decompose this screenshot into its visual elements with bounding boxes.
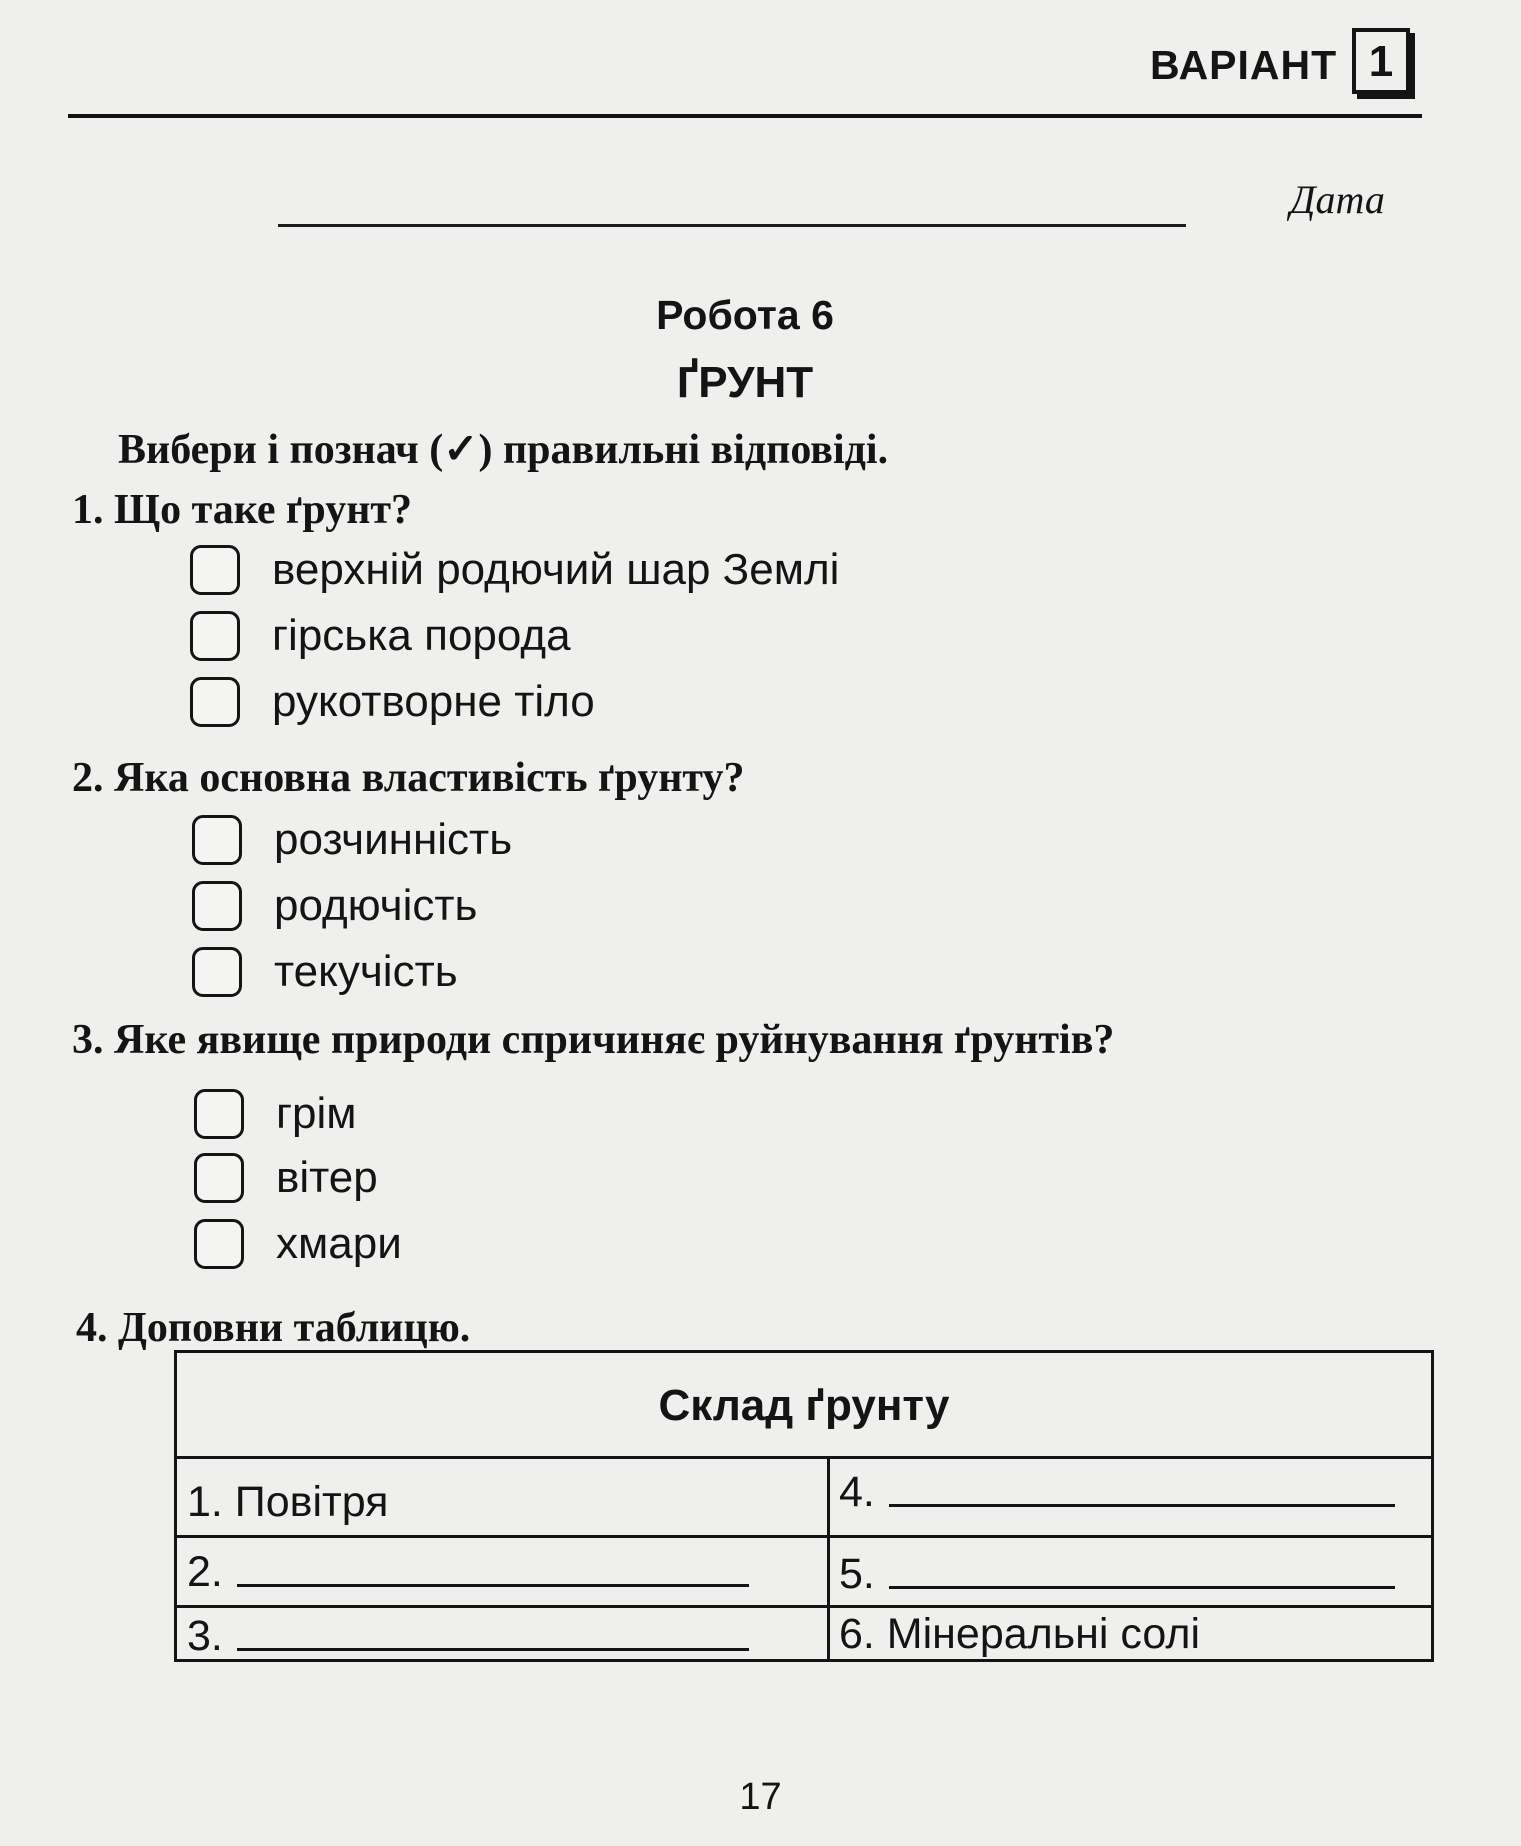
cell-text: 6. Мінеральні солі [839,1610,1201,1658]
q3-option-1[interactable] [194,1086,357,1142]
q1-option-3[interactable] [190,674,595,730]
option-label: верхній родючий шар Землі [272,545,840,594]
question-2: 2. Яка основна властивість ґрунту? [72,755,745,801]
checkbox[interactable] [194,1089,244,1139]
page-number: 17 [739,1776,782,1818]
q3-option-2[interactable] [194,1150,378,1206]
row-divider [177,1535,1431,1538]
table-cell-6 [839,1610,1201,1659]
date-label: Дата [1290,177,1385,222]
soil-composition-table [174,1350,1434,1662]
table-cell-1 [187,1471,388,1527]
checkbox[interactable] [192,947,242,997]
header-divider [68,114,1422,118]
cell-text: 2. [187,1548,223,1596]
question-4: 4. Доповни таблицю. [76,1305,471,1351]
checkbox[interactable] [194,1153,244,1203]
q2-option-3[interactable] [192,944,458,1000]
cell-text: 5. [839,1550,875,1598]
option-label: гірська порода [272,611,571,660]
work-title: Робота 6 [656,292,834,338]
cell-text: 4. [839,1468,875,1516]
date-input-line[interactable] [278,224,1186,227]
table-cell-2[interactable] [187,1545,749,1597]
option-label: хмари [276,1219,402,1268]
answer-line[interactable] [889,1504,1395,1507]
q1-option-2[interactable] [190,608,571,664]
checkbox[interactable] [190,611,240,661]
cell-text: 3. [187,1612,223,1660]
option-label: родючість [274,881,478,930]
q2-option-1[interactable] [192,812,512,868]
checkbox[interactable] [194,1219,244,1269]
question-1: 1. Що таке ґрунт? [72,487,413,533]
table-cell-5[interactable] [839,1545,1395,1599]
option-label: розчинність [274,815,513,864]
answer-line[interactable] [237,1584,749,1587]
question-3: 3. Яке явище природи спричиняє руйнування ґрунтів? [72,1017,1115,1063]
option-label: грім [276,1089,357,1138]
instruction-text: Вибери і познач (✓) правильні відповіді. [118,427,889,473]
row-divider [177,1605,1431,1608]
checkbox[interactable] [190,677,240,727]
option-label: текучість [274,947,458,996]
q1-option-1[interactable] [190,542,839,598]
variant-label: ВАРІАНТ [1150,42,1338,88]
table-cell-4[interactable] [839,1461,1395,1517]
answer-line[interactable] [889,1586,1395,1589]
table-cell-3[interactable] [187,1613,749,1661]
checkbox[interactable] [192,815,242,865]
table-title: Склад ґрунту [177,1353,1431,1459]
q3-option-3[interactable] [194,1216,402,1272]
checkbox[interactable] [192,881,242,931]
checkbox[interactable] [190,545,240,595]
option-label: вітер [276,1153,378,1202]
option-label: рукотворне тіло [272,677,595,726]
topic-title: ҐРУНТ [676,358,814,407]
q2-option-2[interactable] [192,878,477,934]
variant-number-box: 1 [1352,28,1410,94]
cell-text: 1. Повітря [187,1478,389,1526]
column-divider [827,1459,830,1662]
answer-line[interactable] [237,1648,749,1651]
